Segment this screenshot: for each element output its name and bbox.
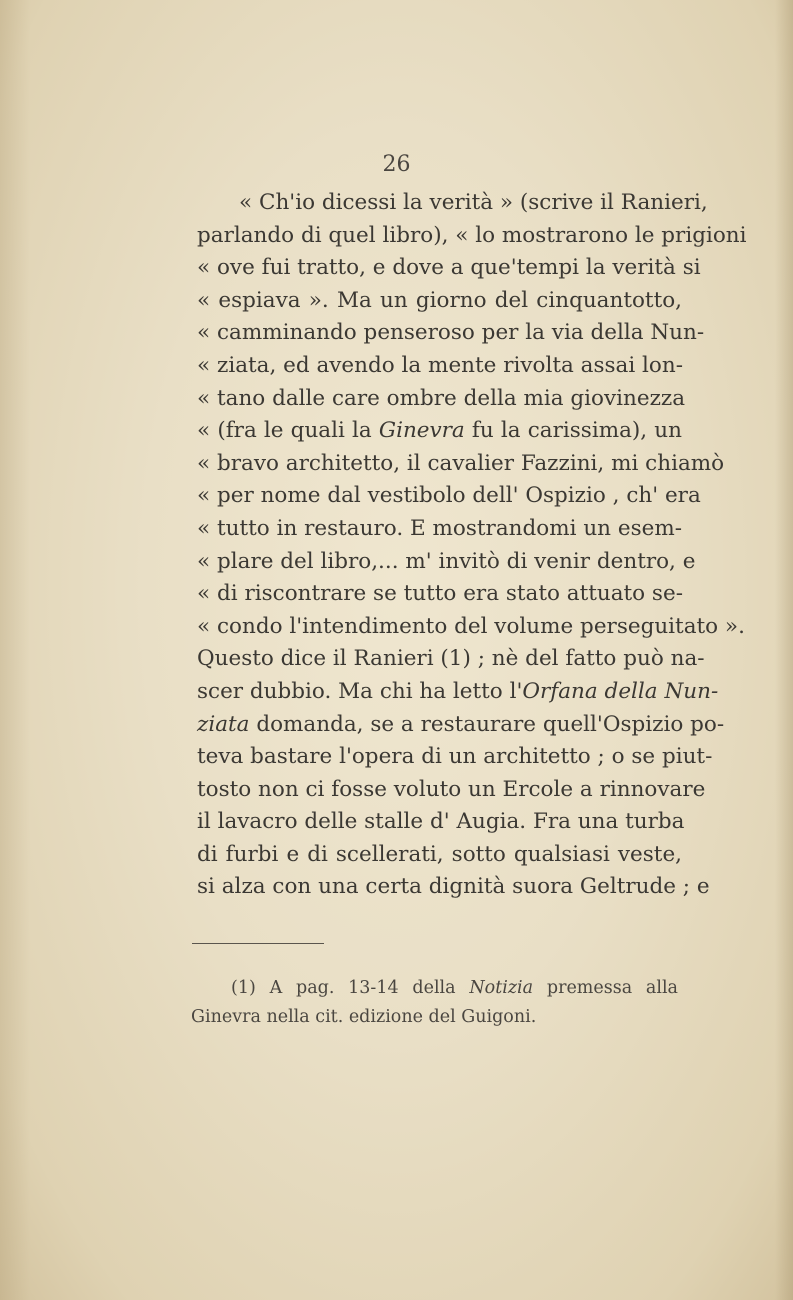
text-line: « per nome dal vestibolo dell' Ospizio , ch' era [197,483,701,509]
text-line: il lavacro delle stalle d' Augia. Fra una turba [197,809,685,835]
text-line: teva bastare l'opera di un architetto ; o se piut- [197,744,713,770]
text-line: « (fra le quali la Ginevra fu la carissima), un [197,418,682,444]
page-edge-shadow-left [0,0,30,1300]
footnote [191,974,678,1032]
text-line: « ziata, ed avendo la mente rivolta assai lon- [197,352,683,378]
page-edge-shadow-right [775,0,793,1300]
text-line: parlando di quel libro), « lo mostrarono le prigioni [197,222,747,248]
text-line: « bravo architetto, il cavalier Fazzini, mi chiamò [197,450,725,476]
footnote-line: Ginevra nella cit. edizione del Guigoni. [191,1007,537,1027]
text-line: « Ch'io dicessi la verità » (scrive il Ranieri, [239,190,708,215]
italic-title: Notizia [469,978,534,998]
italic-title: Orfana della Nun- [522,678,719,704]
text-line: Questo dice il Ranieri (1) ; nè del fatto può na- [197,646,705,672]
text-line: scer dubbio. Ma chi ha letto l'Orfana della Nun- [197,678,719,704]
text-line: ziata domanda, se a restaurare quell'Ospizio po- [197,711,725,737]
footnote-divider [192,943,324,944]
text-line: « di riscontrare se tutto era stato attuato se- [197,581,683,607]
text-line: di furbi e di scellerati, sotto qualsiasi veste, [197,841,682,867]
text-line: tosto non ci fosse voluto un Ercole a rinnovare [197,776,706,802]
italic-title: Ginevra [378,418,465,444]
body-text [197,187,747,904]
text-line: « espiava ». Ma un giorno del cinquantotto, [197,287,682,313]
text-line: « condo l'intendimento del volume perseguitato ». [197,613,745,639]
text-line: si alza con una certa dignità suora Geltrude ; e [197,874,710,900]
text-line: « camminando penseroso per la via della Nun- [197,320,705,346]
text-line: « ove fui tratto, e dove a que'tempi la verità si [197,255,701,281]
text-line: « plare del libro,... m' invitò di venir dentro, e [197,548,696,574]
text-line: « tutto in restauro. E mostrandomi un esem- [197,515,682,541]
page-number: 26 [382,152,411,177]
italic-title: ziata [197,711,250,737]
footnote-line: (1) A pag. 13-14 della Notizia premessa alla [231,978,678,998]
text-line: « tano dalle care ombre della mia giovinezza [197,385,686,411]
